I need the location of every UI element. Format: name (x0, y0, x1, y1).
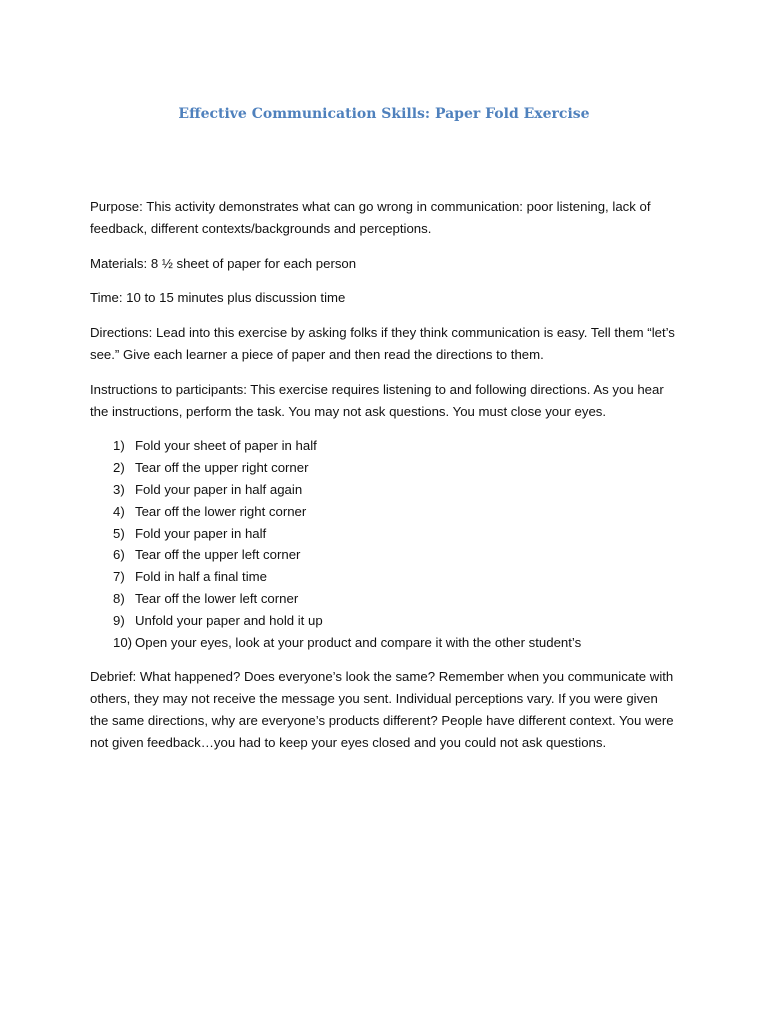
purpose-paragraph: Purpose: This activity demonstrates what can go wrong in communication: poor listening, lack of feedback, different contexts/backgrounds and perceptions. (90, 199, 651, 236)
list-item (90, 566, 678, 588)
step-number: 1) (113, 438, 125, 454)
step-text: Fold in half a final time (135, 569, 267, 585)
step-text: Fold your paper in half (135, 525, 267, 541)
list-item (90, 479, 678, 501)
step-number: 8) (113, 590, 125, 606)
materials-paragraph: Materials: 8 ½ sheet of paper for each person (90, 255, 357, 271)
step-number: 2) (113, 460, 125, 476)
step-number: 6) (113, 547, 125, 563)
step-text: Unfold your paper and hold it up (135, 612, 323, 628)
list-item (90, 501, 678, 523)
step-number: 7) (113, 569, 125, 585)
document-title: Effective Communication Skills: Paper Fold Exercise (178, 106, 590, 122)
step-text: Fold your sheet of paper in half (135, 438, 317, 454)
step-text: Open your eyes, look at your product and compare it with the other student’s (135, 634, 582, 650)
step-number: 9) (113, 612, 125, 628)
steps-list (90, 435, 678, 653)
step-text: Tear off the upper right corner (135, 460, 309, 476)
directions-paragraph: Directions: Lead into this exercise by asking folks if they think communication is easy. Tell them “let’s see.” Give each learner a piece of paper and then read the directions to them. (90, 325, 675, 362)
list-item (90, 435, 678, 457)
list-item (90, 610, 678, 632)
time-paragraph: Time: 10 to 15 minutes plus discussion time (90, 290, 346, 306)
instructions-paragraph: Instructions to participants: This exercise requires listening to and following directions. As you hear the instructions, perform the task. You may not ask questions. You must close your eyes. (90, 381, 664, 419)
step-text: Tear off the lower left corner (135, 590, 299, 606)
list-item (90, 632, 678, 654)
document-body (90, 196, 678, 767)
step-number: 4) (113, 503, 125, 519)
list-item (90, 523, 678, 545)
step-text: Tear off the upper left corner (135, 547, 301, 563)
step-text: Tear off the lower right corner (135, 503, 307, 519)
step-number: 3) (113, 481, 125, 497)
list-item (90, 457, 678, 479)
debrief-paragraph: Debrief: What happened? Does everyone’s look the same? Remember when you communicate with others, they may not receive the message you sent. Individual perceptions vary. If you were given the same directions, why are everyone’s products different? People have different context. You were not given feedback…you had to keep your eyes closed and you could not ask questions. (90, 669, 674, 750)
list-item (90, 544, 678, 566)
step-number: 5) (113, 525, 125, 541)
list-item (90, 588, 678, 610)
step-text: Fold your paper in half again (135, 481, 303, 497)
step-number: 10) (113, 634, 133, 650)
